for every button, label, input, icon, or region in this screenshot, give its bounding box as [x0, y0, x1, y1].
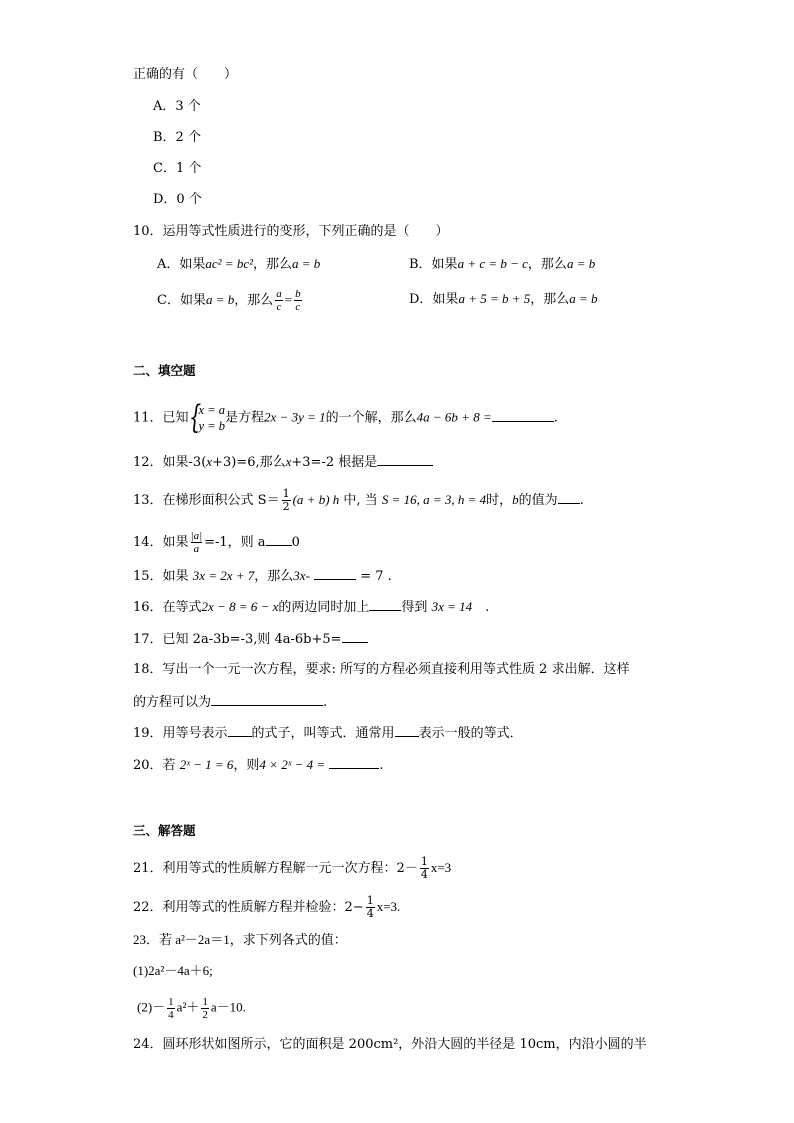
q15: 15．如果 3x = 2x + 7，那么3x- = 7 .: [133, 568, 392, 584]
q22: 22．利用等式的性质解方程并检验：2− $\frac{1}{4}$ x=3.: [133, 894, 401, 920]
q10-stem: 10．运用等式性质进行的变形，下列正确的是（ ）: [133, 224, 449, 239]
q9-option-d: D．0 个: [153, 192, 202, 207]
q10-option-d: D．如果a + 5 = b + 5，那么a = b: [409, 291, 598, 307]
q17: 17．已知 2a-3b=-3,则 4a-6b+5=: [133, 629, 368, 649]
q21: 21．利用等式的性质解方程解一元一次方程：2－ $\frac{1}{4}$ x=3: [133, 855, 452, 881]
q12: 12．如果-3(x+3)=6,那么x+3=-2 根据是: [133, 452, 433, 472]
q9-option-b: B．2 个: [153, 130, 201, 145]
q23-part2: (2)－ $\frac{1}{4}$ a²＋ $\frac{1}{2}$ a－10.: [137, 996, 246, 1021]
q24-text: 24．圆环形状如图所示，它的面积是 200cm²，外沿大圆的半径是 10cm，内沿小圆的半: [133, 1037, 647, 1052]
q23-part1: (1)2a²－4a＋6;: [133, 963, 213, 978]
q9-tail: 正确的有（ ）: [133, 67, 238, 82]
q23-stem: 23．若 a²－2a＝1，求下列各式的值：: [133, 932, 347, 947]
q10-option-b: B．如果a + c = b − c，那么a = b: [409, 256, 596, 272]
section-answer-heading: 三、解答题: [133, 823, 196, 838]
q9-option-a: A．3 个: [153, 99, 201, 114]
q11: 11．已知 { x = a y = b 是方程2x − 3y = 1的一个解，那么4a − 6b + 8 = .: [133, 398, 558, 436]
q18-line2: 的方程可以为 .: [133, 692, 327, 712]
q16: 16．在等式2x − 8 = 6 − x的两边同时加上 得到 3x = 14 .: [133, 599, 490, 615]
q10-option-c: C．如果a = b，那么 $\frac{a}{c}$ = $\frac{b}{c}$: [157, 288, 301, 313]
q19: 19．用等号表示 的式子，叫等式．通常用 表示一般的等式．: [133, 723, 523, 743]
q13: 13．在梯形面积公式 S＝ $\frac{1}{2}$ (a + b) h 中, 当 S = 16, a = 3, h = 4时，b的值为 .: [133, 487, 584, 513]
section-fill-in-heading: 二、填空题: [133, 363, 196, 378]
q9-option-c: C．1 个: [153, 161, 202, 176]
q14: 14．如果 $\frac{|a|}{a}$ =-1，则 a 0: [133, 530, 300, 555]
q18-line1: 18．写出一个一元一次方程，要求: 所写的方程必须直接利用等式性质 2 求出解．这样: [133, 662, 630, 677]
q10-option-a: A．如果ac² = bc²，那么a = b: [157, 256, 321, 272]
q20: 20．若 2ˣ − 1 = 6，则4 × 2ˣ − 4 = .: [133, 757, 384, 773]
